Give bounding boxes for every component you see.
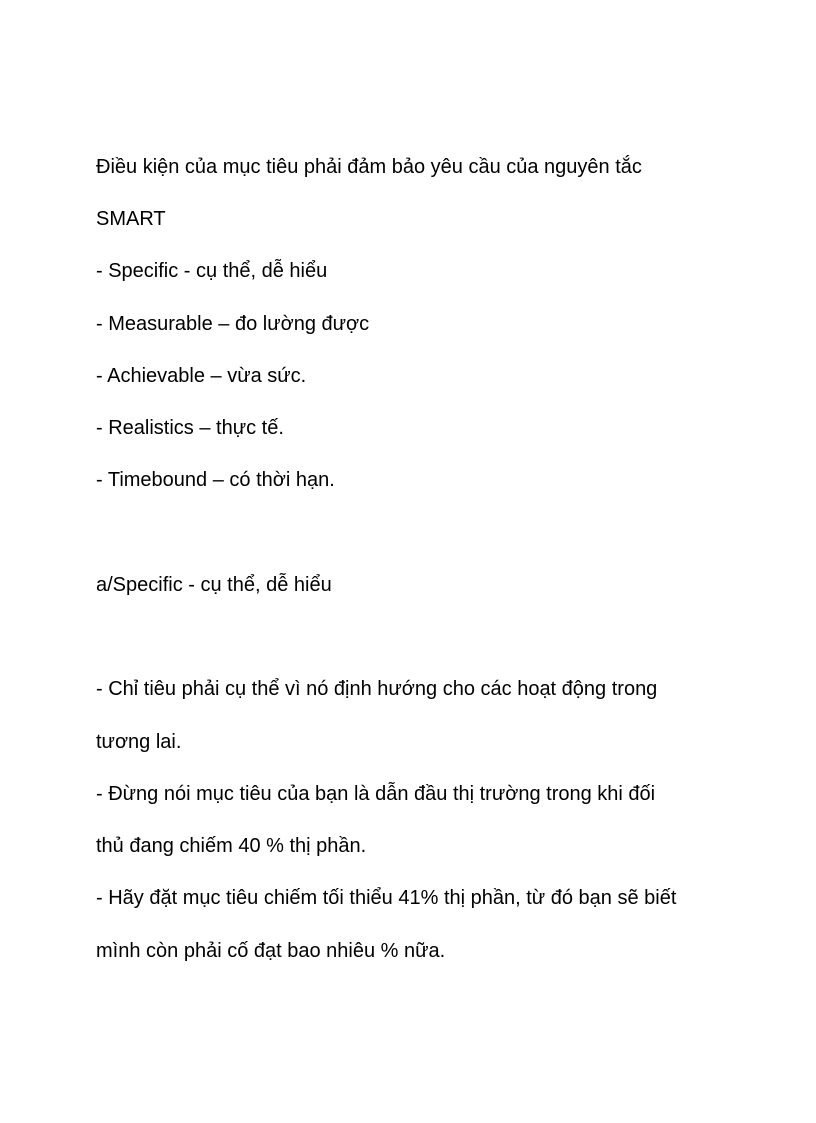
smart-item-specific: - Specific - cụ thể, dễ hiểu	[96, 260, 328, 282]
paragraph-line-4: thủ đang chiếm 40 % thị phần.	[96, 835, 367, 857]
paragraph-line-2: tương lai.	[96, 731, 182, 753]
paragraph-line-5: - Hãy đặt mục tiêu chiếm tối thiểu 41% thị phần, từ đó bạn sẽ biết	[96, 887, 677, 909]
section-heading-specific: a/Specific - cụ thể, dễ hiểu	[96, 574, 332, 596]
smart-intro-line-1: Điều kiện của mục tiêu phải đảm bảo yêu cầu của nguyên tắc	[96, 156, 642, 178]
smart-intro-line-2: SMART	[96, 208, 166, 230]
smart-item-achievable: - Achievable – vừa sức.	[96, 365, 307, 387]
smart-item-realistics: - Realistics – thực tế.	[96, 417, 284, 439]
paragraph-line-3: - Đừng nói mục tiêu của bạn là dẫn đầu thị trường trong khi đối	[96, 783, 656, 805]
smart-item-measurable: - Measurable – đo lường được	[96, 313, 370, 335]
paragraph-line-6: mình còn phải cố đạt bao nhiêu % nữa.	[96, 940, 446, 962]
paragraph-line-1: - Chỉ tiêu phải cụ thể vì nó định hướng cho các hoạt động trong	[96, 678, 658, 700]
smart-item-timebound: - Timebound – có thời hạn.	[96, 469, 335, 491]
